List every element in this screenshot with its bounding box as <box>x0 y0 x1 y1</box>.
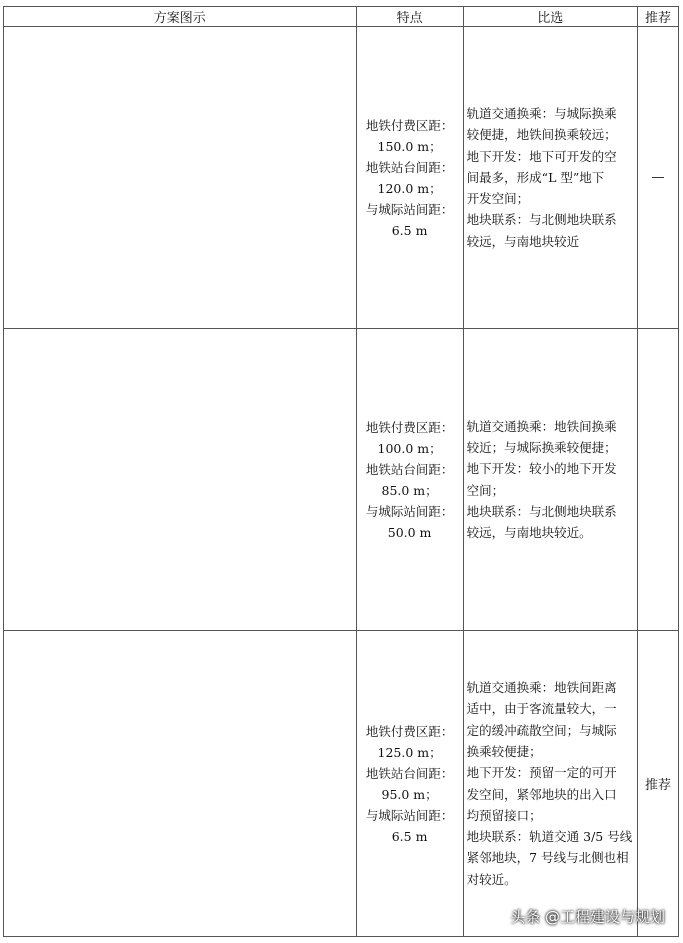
comparison-line: 均预留接口； <box>466 807 542 823</box>
header-comparison: 比选 <box>463 7 637 27</box>
comparison-line: 较近；与城际换乘较便捷； <box>466 439 617 455</box>
feature-line: 地铁站台间距： <box>365 461 454 477</box>
comparison-line: 定的缓冲疏散空间；与城际 <box>466 722 617 738</box>
diagram-cell: 地下可开发空 间约9 000 ㎡ 7号线 5号线 3号线 5号线 <box>4 631 357 937</box>
comparison-line: 地块联系：与北侧地块联系 <box>466 503 617 519</box>
feature-line: 120.0 m； <box>377 180 442 196</box>
features-cell <box>356 27 463 329</box>
comparison-line: 地块联系：与北侧地块联系 <box>466 212 617 228</box>
comparison-cell <box>463 27 637 329</box>
header-diagram: 方案图示 <box>4 7 357 27</box>
comparison-line: 轨道交通换乘：地铁间换乘 <box>466 418 617 434</box>
feature-line: 与城际站间距： <box>365 503 454 519</box>
comparison-line: 较远，与南地块较近。 <box>466 525 592 541</box>
feature-line: 与城际站间距： <box>365 807 454 823</box>
comparison-line: 空间； <box>466 482 505 498</box>
comparison-line: 轨道交通换乘：地铁间距离 <box>466 680 617 696</box>
diagram-cell: 地下可开发空 间约2 500 ㎡ 7号线 5号线 3号线 5号线 莞惠 50.0 m 85.0 m <box>4 329 357 631</box>
scheme-row-3 <box>4 631 679 937</box>
scheme-row-2 <box>4 329 679 631</box>
scheme-row-1 <box>4 27 679 329</box>
comparison-line: 地下开发：预留一定的可开 <box>466 765 617 781</box>
recommend-cell <box>637 329 678 631</box>
feature-line: 地铁站台间距： <box>365 765 454 781</box>
watermark: 头条 @工程建设与规划 <box>510 908 665 926</box>
feature-line: 6.5 m <box>391 222 428 238</box>
features-cell <box>356 329 463 631</box>
features-cell <box>356 631 463 937</box>
feature-line: 6.5 m <box>391 828 428 844</box>
recommend-cell: — <box>637 27 678 329</box>
comparison-line: 对较近。 <box>466 871 517 887</box>
feature-line: 150.0 m； <box>377 138 442 154</box>
comparison-line: 紧邻地块，7 号线与北侧也相 <box>466 850 629 866</box>
feature-line: 地铁付费区距： <box>365 419 454 435</box>
comparison-line: 发空间，紧邻地块的出入口 <box>466 786 617 802</box>
comparison-line: 地下开发：较小的地下开发 <box>466 461 617 477</box>
feature-line: 地铁站台间距： <box>365 159 454 175</box>
header-recommend: 推荐 <box>637 7 678 27</box>
comparison-line: 适中，由于客流量较大，一 <box>466 701 617 717</box>
feature-line: 100.0 m； <box>377 440 442 456</box>
header-features: 特点 <box>356 7 463 27</box>
comparison-cell <box>463 631 637 937</box>
header-row <box>4 7 679 27</box>
recommend-cell: 推荐 <box>637 631 678 937</box>
feature-line: 地铁付费区距： <box>365 117 454 133</box>
scheme-comparison-table <box>3 6 679 937</box>
feature-line: 125.0 m； <box>377 744 442 760</box>
comparison-line: 换乘较便捷； <box>466 743 542 759</box>
feature-line: 地铁付费区距： <box>365 723 454 739</box>
comparison-line: 地块联系：轨道交通 3/5 号线 <box>466 829 633 845</box>
comparison-cell <box>463 329 637 631</box>
comparison-line: 开发空间； <box>466 191 530 207</box>
feature-line: 与城际站间距： <box>365 201 454 217</box>
comparison-line: 地下开发：地下可开发的空 <box>466 148 617 164</box>
comparison-line: 较远，与南地块较近 <box>466 233 580 249</box>
feature-line: 85.0 m； <box>381 482 438 498</box>
comparison-line: 轨道交通换乘：与城际换乘 <box>466 105 617 121</box>
diagram-cell: 地下可开发空 间约16 000 ㎡ 7号线 5号线 3号线 5号线 莞惠 6.5 m 120.0 m <box>4 27 357 329</box>
feature-line: 95.0 m； <box>381 786 438 802</box>
feature-line: 50.0 m <box>387 524 432 540</box>
comparison-line: 间最多，形成“L 型”地下 <box>466 169 605 185</box>
comparison-line: 较便捷，地铁间换乘较远； <box>466 127 617 143</box>
